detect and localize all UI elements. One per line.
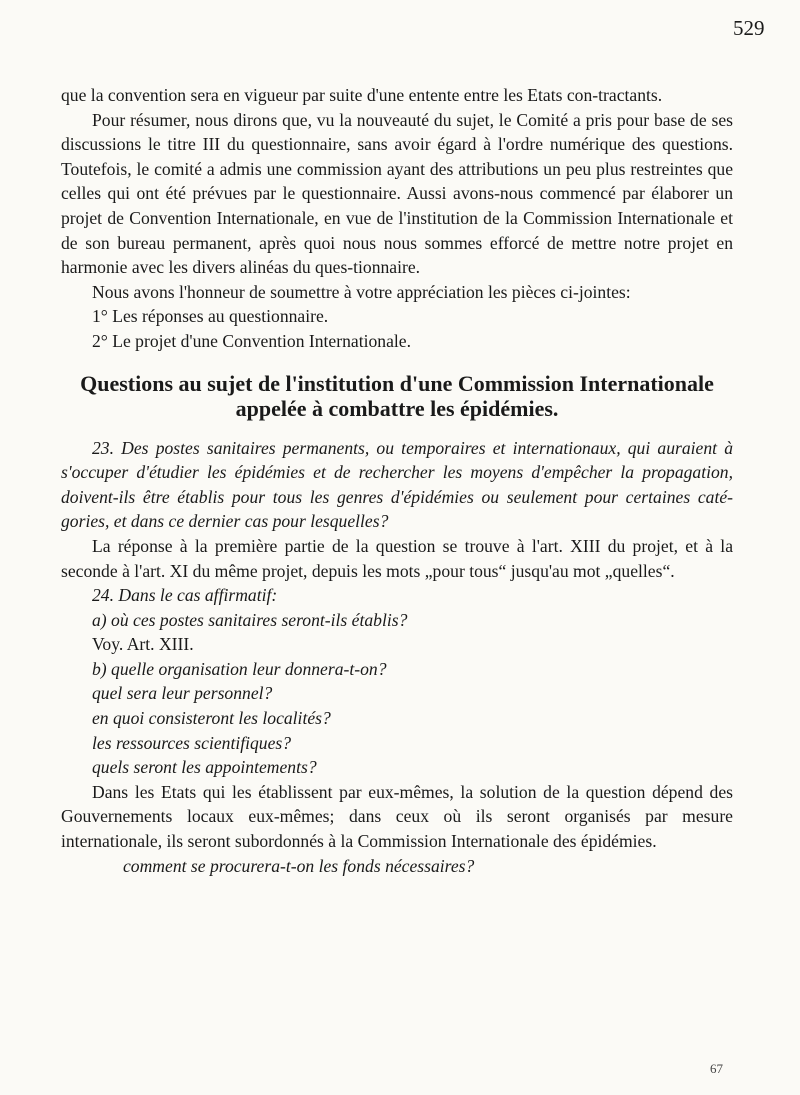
question-24b: quels seront les appointements? <box>92 757 317 778</box>
question-23: 23. Des postes sanitaires permanents, ou temporaires et internationaux, qui auraient à s'occuper d'étudier les épidémies et de rechercher les moyens d'empêcher la propagation, doivent-ils être établis pour tous les genres d'épidémies ou seulement pour certaines caté-gories, et dans ce dernier cas pour lesquelles? <box>61 437 733 532</box>
question-24b: les ressources scientifiques? <box>92 732 292 753</box>
question-24b: quel sera leur personnel? <box>92 683 273 704</box>
question-24a: a) où ces postes sanitaires seront-ils établis? <box>92 609 408 630</box>
question-24b: b) quelle organisation leur donnera-t-on? <box>92 658 387 679</box>
page-number: 529 <box>733 16 765 40</box>
signature-mark: 67 <box>710 1061 723 1076</box>
page-body <box>61 83 733 878</box>
paragraph: Nous avons l'honneur de soumettre à votre appréciation les pièces ci-jointes: <box>92 281 631 302</box>
answer-23: La réponse à la première partie de la question se trouve à l'art. XIII du projet, et à la seconde à l'art. XI du même projet, depuis les mots „pour tous“ jusqu'au mot „quelles“. <box>61 535 733 581</box>
question-24b: en quoi consisteront les localités? <box>92 708 331 729</box>
paragraph: que la convention sera en vigueur par suite d'une entente entre les Etats con-tractants. <box>61 85 663 105</box>
question-24c: comment se procurera-t-on les fonds nécessaires? <box>123 855 475 876</box>
list-item: 2° Le projet d'une Convention Internationale. <box>92 330 411 351</box>
section-heading: Questions au sujet de l'institution d'une Commission Internationale appelée à combattre les épidémies. <box>80 370 714 421</box>
question-24: 24. Dans le cas affirmatif: <box>92 585 278 606</box>
answer-24b: Dans les Etats qui les établissent par eux-mêmes, la solution de la question dépend des Gouvernements locaux eux-mêmes; dans ceux où ils seront organisés par mesure internationale, ils seront subordonnés à la Commission Internationale des épidémies. <box>61 781 733 852</box>
paragraph: Pour résumer, nous dirons que, vu la nouveauté du sujet, le Comité a pris pour base de ses discussions le titre III du questionnaire, sans avoir égard à l'ordre numérique des questions. Toutefois, le comité a admis une commission ayant des attributions un peu plus restreintes que celles qui ont été prévues par le questionnaire. Aussi avons-nous commencé par élaborer un projet de Convention Internationale, en vue de l'institution de la Commission Internationale et de son bureau permanent, après quoi nous nous sommes efforcé de mettre notre projet en harmonie avec les divers alinéas du ques-tionnaire. <box>61 109 733 278</box>
answer-24a: Voy. Art. XIII. <box>92 634 194 655</box>
list-item: 1° Les réponses au questionnaire. <box>92 306 329 327</box>
